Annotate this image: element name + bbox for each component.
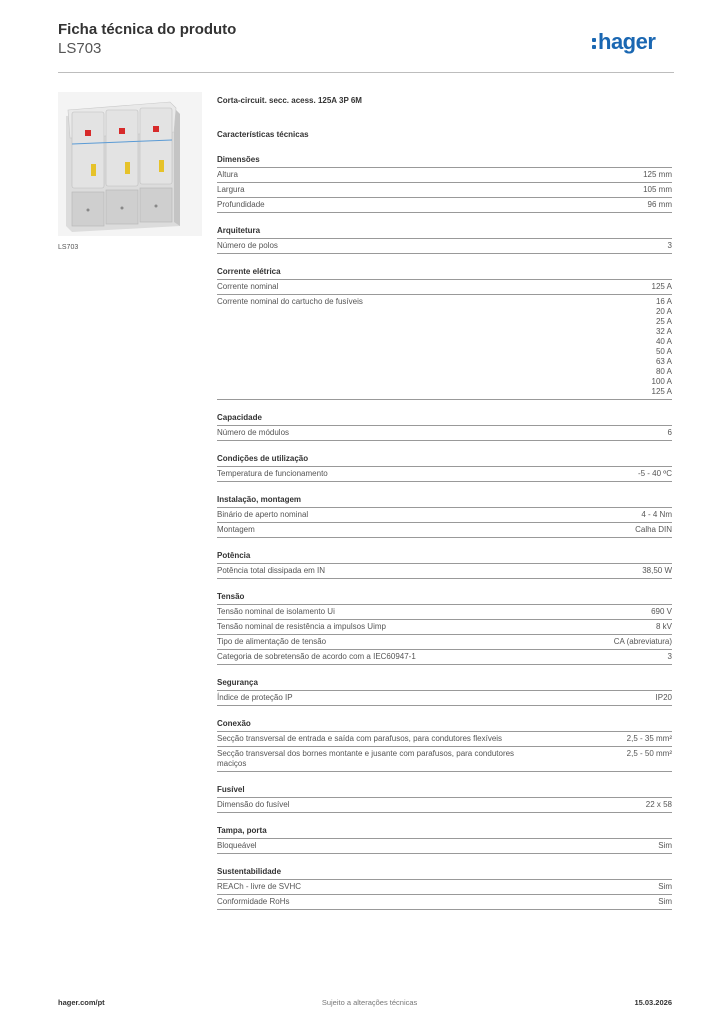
page-title: Ficha técnica do produto [58,21,237,38]
section-title: Corrente elétrica [217,267,672,280]
spec-row [217,895,672,910]
spec-value: IP20 [655,693,672,702]
spec-row [217,620,672,635]
section-title: Tampa, porta [217,826,672,839]
spec-section [217,678,672,706]
spec-value: CA (abreviatura) [613,637,672,646]
spec-sections [217,155,672,910]
spec-value: 125 mm [643,170,672,179]
spec-row [217,880,672,895]
spec-value: 3 [667,241,672,250]
logo-dots-icon [592,38,596,49]
spec-value: 105 mm [643,185,672,194]
spec-label: Número de módulos [217,428,290,437]
spec-label: Secção transversal de entrada e saída com parafusos, para condutores flexíveis [217,734,503,743]
section-title: Arquitetura [217,226,672,239]
spec-value: 6 [667,428,672,437]
spec-section [217,785,672,813]
spec-label: Montagem [217,525,255,534]
footer-website: hager.com/pt [58,998,105,1007]
section-title: Dimensões [217,155,672,168]
spec-value: Sim [658,841,672,850]
spec-label: Altura [217,170,238,179]
technical-characteristics-title: Características técnicas [217,130,309,139]
spec-row [217,239,672,254]
footer-date: 15.03.2026 [634,998,672,1007]
spec-row [217,605,672,620]
spec-value: 2,5 - 35 mm² [626,734,672,743]
fuse-holder-illustration [58,92,202,236]
spec-value: -5 - 40 ºC [637,469,672,478]
section-title: Fusível [217,785,672,798]
spec-label: Corrente nominal [217,282,279,291]
footer-disclaimer: Sujeito a alterações técnicas [321,998,418,1007]
spec-row [217,280,672,295]
spec-section [217,826,672,854]
section-title: Segurança [217,678,672,691]
spec-label: REACh - livre de SVHC [217,882,302,891]
spec-section [217,495,672,538]
spec-section [217,155,672,213]
spec-row [217,467,672,482]
spec-row [217,839,672,854]
spec-row [217,747,672,772]
spec-value: 16 A 20 A 25 A 32 A 40 A 50 A 63 A 80 A 100 A 125 A [651,297,672,396]
spec-label: Largura [217,185,245,194]
spec-label: Conformidade RoHs [217,897,290,906]
spec-row [217,508,672,523]
spec-section [217,719,672,772]
spec-row [217,426,672,441]
spec-row [217,798,672,813]
spec-row [217,183,672,198]
product-code: LS703 [58,40,102,57]
spec-section [217,551,672,579]
spec-row [217,295,672,400]
spec-value: 38,50 W [642,566,672,575]
logo-wordmark: hager [598,29,656,54]
spec-value: Sim [658,882,672,891]
product-description: Corta-circuit. secc. acess. 125A 3P 6M [217,96,362,105]
spec-label: Tipo de alimentação de tensão [217,637,327,646]
spec-section [217,592,672,665]
section-title: Capacidade [217,413,672,426]
spec-value: 125 A [651,282,672,291]
spec-value: 4 - 4 Nm [641,510,672,519]
image-caption: LS703 [58,244,79,251]
spec-value: 96 mm [647,200,672,209]
spec-section [217,226,672,254]
spec-label: Índice de proteção IP [217,693,293,702]
spec-content [217,96,672,910]
spec-section [217,867,672,910]
spec-value: 2,5 - 50 mm² [626,749,672,758]
spec-label: Bloqueável [217,841,257,850]
spec-label: Dimensão do fusível [217,800,290,809]
spec-row [217,564,672,579]
section-title: Condições de utilização [217,454,672,467]
spec-row [217,650,672,665]
spec-label: Binário de aperto nominal [217,510,309,519]
hager-logo [592,30,674,54]
spec-row [217,635,672,650]
spec-value: 8 kV [655,622,672,631]
spec-label: Temperatura de funcionamento [217,469,328,478]
spec-value: 22 x 58 [645,800,672,809]
section-title: Instalação, montagem [217,495,672,508]
spec-value: 690 V [651,607,672,616]
spec-label: Potência total dissipada em IN [217,566,326,575]
spec-row [217,523,672,538]
spec-label: Tensão nominal de resistência a impulsos Uimp [217,622,386,631]
spec-label: Profundidade [217,200,265,209]
spec-value: 3 [667,652,672,661]
page-header [58,20,674,73]
spec-label: Número de polos [217,241,278,250]
spec-label: Secção transversal dos bornes montante e jusante com parafusos, para condutores maciços [217,749,515,768]
spec-value: Calha DIN [635,525,672,534]
spec-label: Categoria de sobretensão de acordo com a IEC60947-1 [217,652,416,661]
spec-label: Corrente nominal do cartucho de fusíveis [217,297,363,306]
product-image [58,92,202,236]
spec-section [217,267,672,400]
spec-row [217,198,672,213]
spec-row [217,691,672,706]
section-title: Conexão [217,719,672,732]
spec-row [217,168,672,183]
spec-section [217,413,672,441]
spec-section [217,454,672,482]
section-title: Tensão [217,592,672,605]
section-title: Sustentabilidade [217,867,672,880]
spec-value: Sim [658,897,672,906]
spec-row [217,732,672,747]
spec-label: Tensão nominal de isolamento Ui [217,607,335,616]
section-title: Potência [217,551,672,564]
page-footer [58,998,672,1007]
